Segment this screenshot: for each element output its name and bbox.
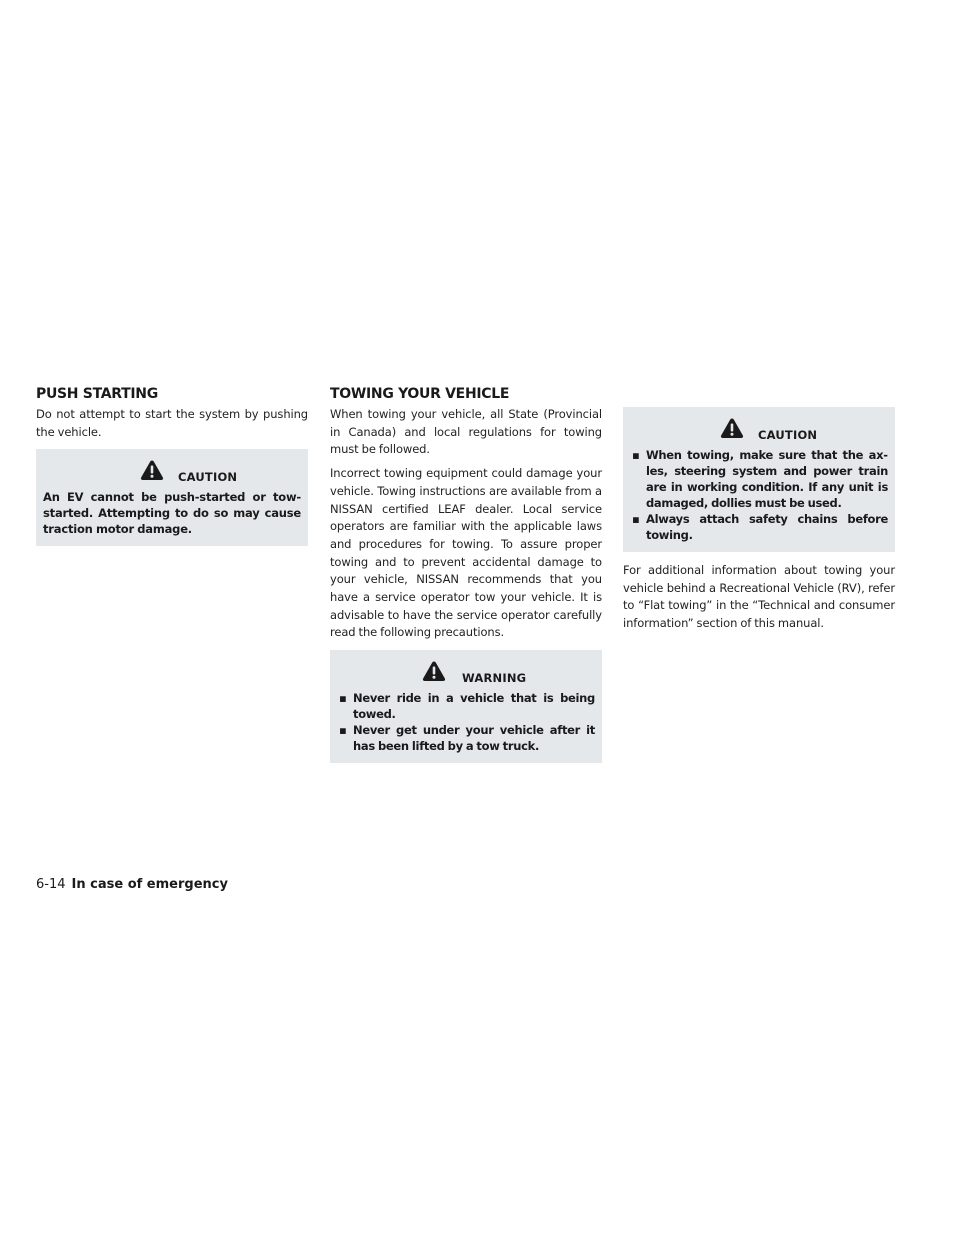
warning-triangle-icon (422, 660, 446, 682)
warning-list (337, 690, 595, 754)
towing-caution-box (623, 407, 895, 552)
push-starting-heading: PUSH STARTING (36, 386, 158, 402)
section-name: In case of emergency (71, 877, 228, 892)
push-starting-column (36, 386, 308, 556)
push-starting-caution-box (36, 449, 308, 546)
towing-paragraph-2: Incorrect towing equipment could damage your vehicle. Towing instructions are available from a NISSAN certified LEAF dealer. Local service operators are familiar with the applicable laws and procedures for towing. To assure proper towing and to prevent accidental damage to your vehicle, NISSAN recommends that you have a service operator tow your vehicle. It is advisable to have the service operator carefully read the following precautions. (330, 466, 602, 640)
towing-paragraph-3: For additional information about towing your vehicle behind a Recreational Vehicle (RV), refer to “Flat towing” in the “Technical and consumer information” section of this manual. (623, 563, 895, 631)
caution-list-item: ▪ Always attach safety chains before towing. (632, 512, 888, 542)
caution-list-item: ▪ When towing, make sure that the axles, steering system and power train are in working condition. If any unit is damaged, dollies must be used. (632, 448, 888, 510)
page-footer (36, 877, 228, 892)
warning-title: WARNING (462, 671, 527, 686)
caution-title: CAUTION (178, 470, 238, 485)
towing-column-continued (623, 407, 895, 639)
towing-heading: TOWING YOUR VEHICLE (330, 386, 510, 402)
bullet-icon: ▪ (339, 723, 347, 738)
caution-header (43, 459, 301, 485)
page-number: 6-14 (36, 877, 66, 892)
bullet-icon: ▪ (632, 448, 640, 462)
caution-list (630, 447, 888, 543)
bullet-icon: ▪ (632, 512, 640, 526)
caution-text: An EV cannot be push-started or tow-started. Attempting to do so may cause traction motor damage. (43, 490, 301, 537)
warning-header (337, 660, 595, 686)
warning-triangle-icon (720, 417, 744, 439)
warning-triangle-icon (140, 459, 164, 481)
towing-warning-box (330, 650, 602, 763)
warning-list-item: ▪ Never ride in a vehicle that is being towed. (339, 691, 595, 722)
towing-column (330, 386, 602, 773)
caution-title: CAUTION (758, 428, 818, 442)
push-starting-intro: Do not attempt to start the system by pushing the vehicle. (36, 407, 308, 439)
warning-list-item: ▪ Never get under your vehicle after it has been lifted by a tow truck. (339, 723, 595, 754)
caution-header (630, 417, 888, 443)
bullet-icon: ▪ (339, 691, 347, 706)
towing-paragraph-1: When towing your vehicle, all State (Provincial in Canada) and local regulations for towing must be followed. (330, 407, 602, 457)
